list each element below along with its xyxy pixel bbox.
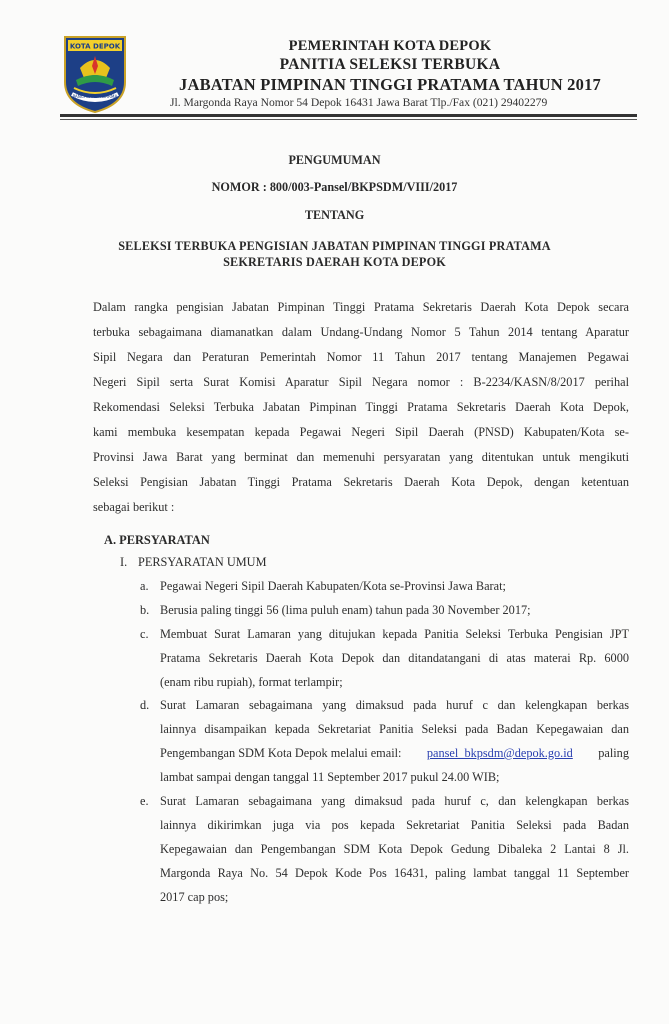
list-item-marker: a.: [140, 579, 149, 593]
list-item-text: Pegawai Negeri Sipil Daerah Kabupaten/Kota se-Provinsi Jawa Barat;: [160, 579, 506, 593]
list-item-text: (enam ribu rupiah), format terlampir;: [160, 675, 343, 689]
intro-line: Provinsi Jawa Barat yang berminat dan memenuhi persyaratan yang ditentukan untuk mengikuti: [93, 450, 629, 464]
letterhead-position: JABATAN PIMPINAN TINGGI PRATAMA TAHUN 2017: [179, 75, 601, 94]
svg-text:PANCAKARSA DARMA: PANCAKARSA DARMA: [72, 94, 118, 99]
intro-line: Negeri Sipil serta Surat Komisi Aparatur Sipil Negara nomor : B-2234/KASN/8/2017 perihal: [93, 375, 629, 389]
list-item-marker: b.: [140, 603, 150, 617]
list-item-marker: c.: [140, 627, 149, 641]
kota-depok-emblem: [60, 34, 130, 114]
letterhead-committee: PANITIA SELEKSI TERBUKA: [279, 56, 501, 73]
svg-text:KOTA DEPOK: KOTA DEPOK: [69, 42, 121, 51]
list-item-text: Surat Lamaran sebagaimana yang dimaksud pada huruf c dan kelengkapan berkas: [160, 698, 629, 712]
announcement-about-label: TENTANG: [304, 208, 365, 222]
subsection-label: PERSYARATAN UMUM: [138, 555, 267, 569]
list-item-text: [160, 746, 629, 761]
intro-line: Sipil Negara dan Peraturan Pemerintah Nomor 11 Tahun 2017 tentang Manajemen Pegawai: [93, 350, 629, 364]
list-item-text: lainnya disampaikan kepada Sekretariat Panitia Seleksi pada Badan Kepegawaian dan: [160, 722, 629, 736]
subsection-title: [120, 555, 267, 570]
list-item-text: Berusia paling tinggi 56 (lima puluh enam) tahun pada 30 November 2017;: [160, 603, 531, 617]
list-item-text: Membuat Surat Lamaran yang ditujukan kepada Panitia Seleksi Terbuka Pengisian JPT: [160, 627, 629, 641]
email-link[interactable]: pansel_bkpsdm@depok.go.id: [426, 746, 573, 760]
announcement-subject-line2: SEKRETARIS DAERAH KOTA DEPOK: [223, 255, 446, 269]
list-item-text: Surat Lamaran sebagaimana yang dimaksud pada huruf c, dan kelengkapan berkas: [160, 794, 629, 808]
letterhead-rule-thin: [60, 119, 637, 120]
intro-line: sebagai berikut :: [93, 500, 175, 514]
list-item-text: Margonda Raya No. 54 Depok Kode Pos 16431, paling lambat tanggal 11 September: [160, 866, 629, 880]
letterhead-government: PEMERINTAH KOTA DEPOK: [288, 38, 492, 54]
intro-line: Rekomendasi Seleksi Terbuka Jabatan Pimpinan Tinggi Pratama Sekretaris Daerah Kota Depok,: [93, 400, 629, 414]
letterhead-rule-thick: [60, 114, 637, 117]
list-item-text-fragment: Pengembangan SDM Kota Depok melalui email:: [160, 746, 402, 760]
intro-line: terbuka sebagaimana diamanatkan dalam Undang-Undang Nomor 5 Tahun 2014 tentang Aparatur: [93, 325, 629, 339]
intro-line: kami membuka kesempatan kepada Pegawai Negeri Sipil Daerah (PNSD) Kabupaten/Kota se-: [93, 425, 629, 439]
letterhead-address: Jl. Margonda Raya Nomor 54 Depok 16431 Jawa Barat Tlp./Fax (021) 29402279: [170, 96, 548, 109]
intro-line: Seleksi Pengisian Jabatan Tinggi Pratama Sekretaris Daerah Kota Depok, dengan ketentuan: [93, 475, 629, 489]
list-item-text: Pratama Sekretaris Daerah Kota Depok dan ditandatangani di atas materai Rp. 6000: [160, 651, 629, 665]
intro-line: Dalam rangka pengisian Jabatan Pimpinan Tinggi Pratama Sekretaris Daerah Kota Depok secara: [93, 300, 629, 314]
list-item-text: 2017 cap pos;: [160, 890, 229, 904]
list-item-marker: e.: [140, 794, 149, 808]
announcement-title: PENGUMUMAN: [288, 153, 381, 167]
list-item-text-fragment: paling: [598, 746, 629, 760]
list-item-marker: d.: [140, 698, 150, 712]
section-title: A. PERSYARATAN: [104, 533, 210, 547]
list-item-text: lainnya dikirimkan juga via pos kepada Sekretariat Panitia Seleksi pada Badan: [160, 818, 629, 832]
list-item-text: lambat sampai dengan tanggal 11 September 2017 pukul 24.00 WIB;: [160, 770, 500, 784]
list-item-text: Kepegawaian dan Pengembangan SDM Kota Depok Gedung Dibaleka 2 Lantai 8 Jl.: [160, 842, 629, 856]
announcement-number: NOMOR : 800/003-Pansel/BKPSDM/VIII/2017: [211, 180, 458, 194]
subsection-number: I.: [120, 555, 128, 569]
announcement-subject-line1: SELEKSI TERBUKA PENGISIAN JABATAN PIMPINAN TINGGI PRATAMA: [118, 239, 551, 253]
